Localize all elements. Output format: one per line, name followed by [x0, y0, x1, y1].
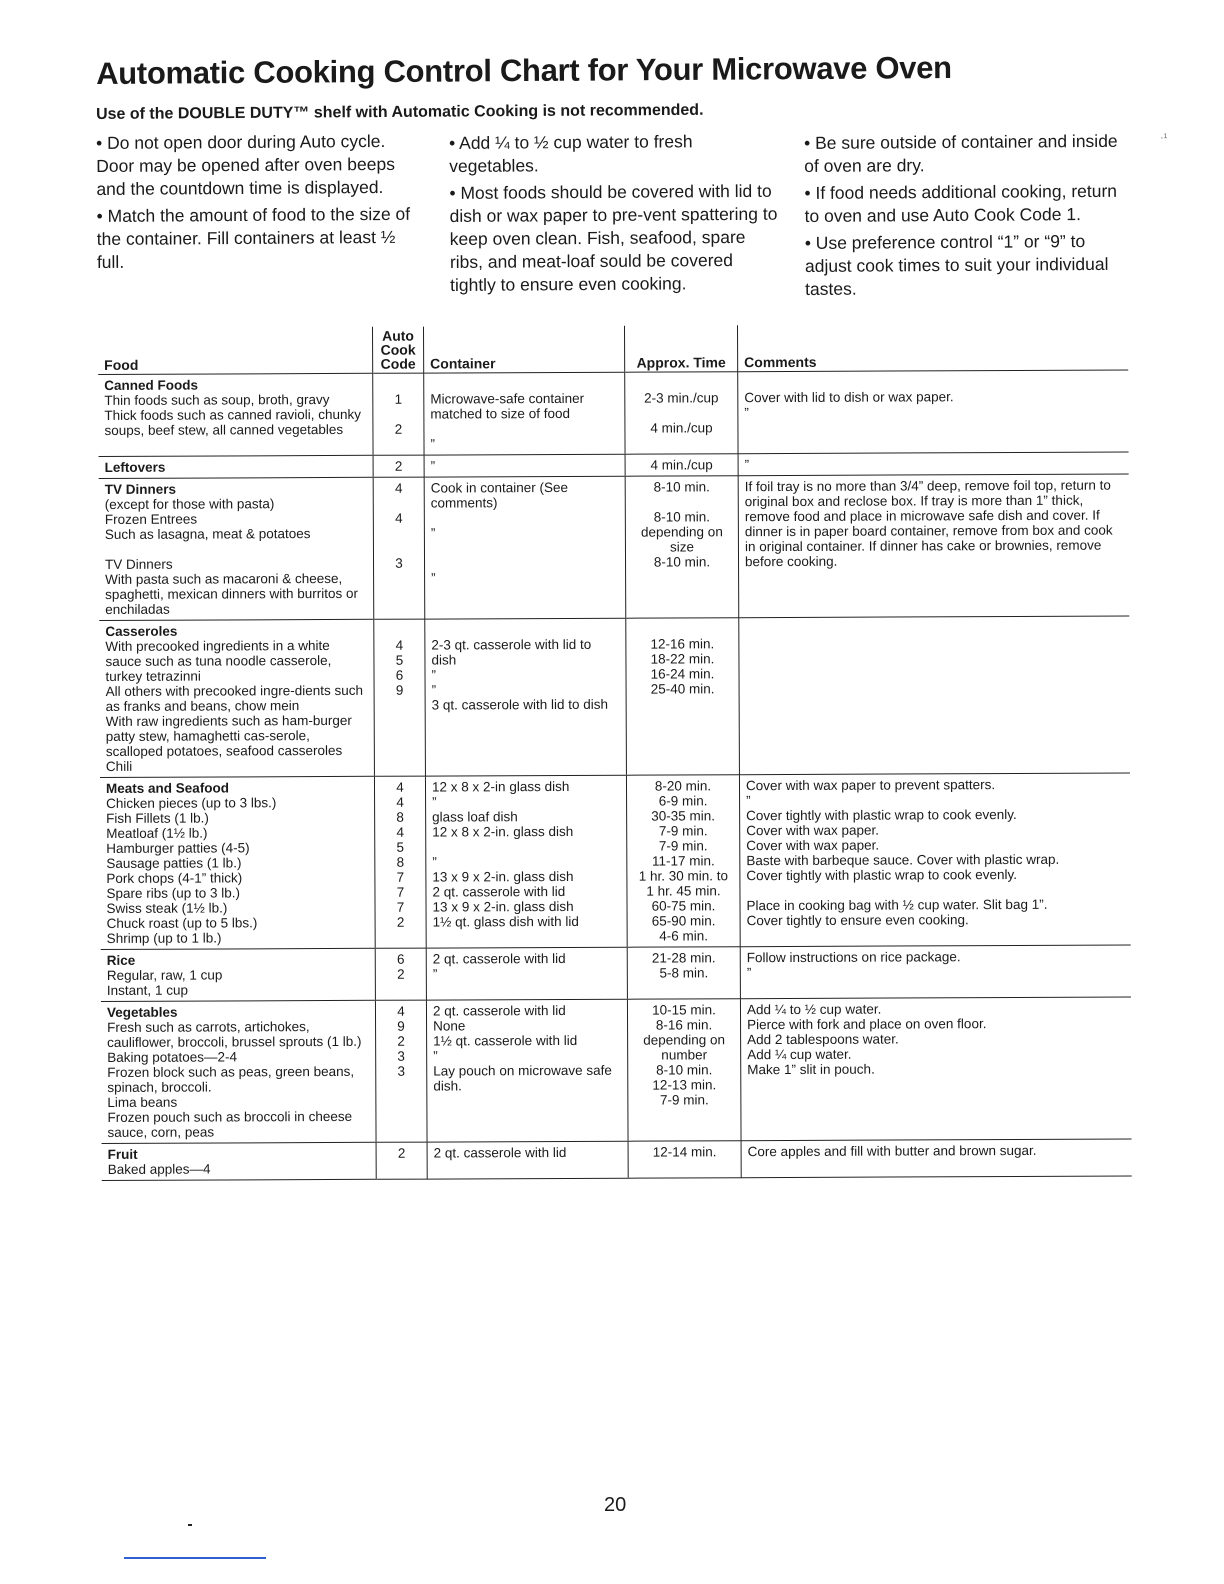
approx-time-cell	[625, 372, 738, 454]
auto-cook-code-cell	[374, 776, 426, 948]
cell-line: Cover tightly with plastic wrap to cook evenly.	[746, 866, 1018, 884]
cell-line: Such as lasagna, meat & potatoes	[104, 526, 311, 542]
cell-line: 4-6 min.	[659, 928, 709, 944]
table-row	[99, 474, 1130, 620]
cell-line: 6	[395, 667, 404, 683]
approx-time-cell	[627, 947, 740, 999]
approx-time-cell	[626, 618, 740, 775]
approx-time-cell	[627, 999, 741, 1141]
cell-line: 7	[396, 869, 405, 885]
auto-cook-code-cell	[373, 373, 424, 455]
cell-line: 7-9 min.	[659, 1092, 709, 1108]
cell-line: Cover tightly with plastic wrap to cook evenly.	[746, 806, 1017, 824]
footer-rule	[124, 1557, 266, 1559]
cell-line: (except for those with pasta)	[104, 496, 275, 512]
cell-line	[744, 374, 1122, 391]
cell-line: 7-9 min.	[658, 838, 708, 854]
cell-line	[380, 526, 418, 541]
cell-line	[632, 621, 732, 636]
cell-line: 21-28 min.	[651, 950, 716, 966]
cell-line: 1½ qt. glass dish with lid	[432, 913, 579, 930]
cell-line: 7	[396, 899, 405, 915]
cell-line: 2 qt. casserole with lid	[432, 883, 566, 900]
auto-cook-code-cell	[373, 455, 424, 477]
cell-line: 4 min./cup	[650, 457, 713, 473]
cell-line: 5	[396, 839, 405, 855]
food-cell	[100, 776, 375, 949]
cell-line	[746, 882, 1124, 899]
cell-line: 4 min./cup	[650, 420, 713, 436]
cell-line: TV Dinners	[104, 556, 173, 572]
cell-line: ”	[431, 682, 437, 698]
comments-cell	[738, 452, 1129, 476]
cell-line: Place in cooking bag with ½ cup water. Slit bag 1”.	[746, 896, 1048, 914]
table-header-row	[98, 324, 1128, 375]
cell-line: Sausage patties (1 lb.)	[106, 855, 242, 871]
cell-line: Cover with wax paper.	[746, 837, 880, 854]
approx-time-cell	[628, 1141, 741, 1178]
cell-line: 8-10 min. depending on size	[640, 509, 723, 555]
cell-line: Spare ribs (up to 3 lb.)	[106, 885, 241, 901]
food-cell	[98, 373, 373, 456]
container-cell	[424, 476, 626, 619]
header-comments: Comments	[737, 324, 1128, 372]
cell-line: Microwave-safe container matched to size of food	[430, 390, 585, 422]
cell-line: 6	[396, 951, 405, 967]
header-approx-time: Approx. Time	[624, 325, 737, 372]
cell-line: 9	[395, 682, 404, 698]
table-row	[101, 997, 1132, 1143]
container-cell	[426, 947, 627, 1000]
cell-line	[631, 405, 731, 420]
cell-line: ”	[746, 965, 752, 981]
cell-line: ”	[430, 525, 436, 541]
cell-line: With raw ingredients such as ham-burger patty stew, hamaghetti cas-serole, scalloped potatoes, seafood casseroles	[105, 712, 352, 759]
comments-cell	[740, 945, 1131, 999]
cell-line	[431, 622, 619, 638]
approx-time-cell	[625, 454, 738, 476]
cell-line: Instant, 1 cup	[106, 982, 188, 998]
cell-line: Cover with wax paper.	[746, 822, 880, 839]
cell-line	[431, 555, 619, 571]
cell-line: Cover tightly to ensure even cooking.	[746, 912, 969, 929]
intro-bullet: • Use preference control “1” or “9” to adjust cook times to suit your individual tastes.	[804, 231, 1109, 299]
cell-line	[105, 541, 367, 557]
container-cell	[425, 618, 627, 776]
cell-line: Fresh such as carrots, artichokes, cauliflower, broccoli, brussel sprouts (1 lb.)	[107, 1019, 362, 1050]
intro-bullet: • Most foods should be covered with lid to dish or wax paper to pre-vent spattering to keep oven clean. Fish, seafood, spare ribs, and meat-loaf sould be covered tightly to ensure even cooking.	[449, 180, 778, 295]
intro-bullet: • Be sure outside of container and inside of oven are dry.	[804, 130, 1118, 176]
cell-line: Shrimp (up to 1 lb.)	[106, 930, 222, 946]
cell-line: 2-3 min./cup	[644, 390, 719, 406]
cell-line: Cover with wax paper to prevent spatters.	[745, 777, 996, 794]
cell-line: 8-10 min.	[653, 479, 710, 495]
cell-line: 2-3 qt. casserole with lid to dish	[431, 636, 592, 668]
header-food: Food	[98, 327, 373, 375]
cell-line: Chuck roast (up to 5 lbs.)	[106, 915, 258, 931]
cell-line: 2 qt. casserole with lid	[432, 950, 566, 967]
cell-line: 4	[396, 824, 404, 840]
cell-line: 4	[395, 510, 403, 526]
cell-line: Core apples and fill with butter and brown sugar.	[747, 1142, 1037, 1160]
auto-cook-code-cell	[375, 1000, 427, 1142]
cell-line	[430, 421, 618, 437]
cell-line: Swiss steak (1½ lb.)	[106, 900, 228, 916]
category-label: Meats and Seafood	[105, 780, 230, 796]
cell-line: Meatloaf (1½ lb.)	[106, 825, 208, 841]
approx-time-cell	[626, 775, 740, 947]
cell-line: 11-17 min.	[651, 853, 715, 869]
cell-line: 1½ qt. casserole with lid	[433, 1032, 578, 1049]
cell-line: Pierce with fork and place on oven floor.	[747, 1016, 987, 1033]
cell-line: 2	[394, 421, 403, 437]
approx-time-cell	[625, 476, 739, 618]
food-cell	[101, 1000, 376, 1143]
table-row	[99, 616, 1130, 777]
cell-line: 12-16 min.	[650, 636, 715, 652]
stray-mark: ·¹	[1160, 132, 1168, 144]
intro-bullet: • Match the amount of food to the size of the container. Fill containers at least ½ full.	[96, 203, 411, 272]
cell-line	[379, 407, 417, 422]
cell-line: 10-15 min.	[652, 1002, 716, 1018]
cell-line: ”	[432, 966, 438, 982]
table-row	[101, 945, 1131, 1001]
container-cell	[427, 1141, 628, 1179]
auto-cook-code-cell	[375, 948, 426, 1000]
cell-line	[744, 419, 1122, 436]
category-label: Casseroles	[105, 623, 178, 639]
cell-line: ”	[744, 457, 750, 473]
category-label: Rice	[106, 952, 136, 968]
cell-line: Add ¼ cup water.	[747, 1046, 852, 1063]
comments-cell	[740, 997, 1131, 1141]
cell-line: 8-10 min.	[656, 1062, 713, 1078]
table-body	[98, 370, 1132, 1180]
cell-line: ”	[430, 436, 436, 452]
cell-line: ”	[433, 1048, 438, 1064]
cell-line: 2 qt. casserole with lid	[432, 1002, 566, 1019]
cell-line: 2	[397, 966, 405, 982]
cell-line: Frozen block such as peas, green beans, spinach, broccoli.	[107, 1063, 355, 1095]
cell-line: 2 qt. casserole with lid	[433, 1144, 567, 1161]
intro-bullet: • Add ¼ to ½ cup water to fresh vegetables.	[449, 131, 693, 176]
cell-line: Cover with lid to dish or wax paper.	[744, 389, 954, 406]
cell-line: 8-20 min.	[654, 778, 712, 794]
intro-column-3	[804, 130, 1125, 305]
cell-line: ”	[432, 854, 437, 870]
cell-line: 7-9 min.	[658, 823, 708, 839]
comments-cell	[741, 1139, 1132, 1178]
cell-line: Lay pouch on microwave safe dish.	[433, 1062, 612, 1094]
cell-line: 2	[397, 1145, 406, 1161]
cell-line: ”	[432, 794, 437, 810]
cell-line: Frozen pouch such as broccoli in cheese sauce, corn, peas	[107, 1108, 353, 1140]
comments-cell	[739, 616, 1130, 775]
intro-bullet: • Do not open door during Auto cycle. Door may be opened after oven beeps and the countdown time is displayed.	[96, 130, 395, 199]
cell-line	[631, 375, 731, 390]
food-cell	[101, 948, 376, 1001]
cell-line	[380, 541, 418, 556]
cell-line	[432, 839, 620, 855]
cell-line: Chicken pieces (up to 3 lbs.)	[106, 795, 277, 811]
page-number: 20	[604, 1494, 627, 1516]
cell-line: 1	[394, 391, 403, 407]
cell-line	[380, 623, 418, 638]
cell-line: 3 qt. casserole with lid to dish	[431, 696, 609, 713]
cell-line	[430, 376, 618, 392]
cell-line: 3	[395, 555, 403, 571]
cell-line: 12-14 min.	[652, 1144, 717, 1160]
cell-line: 4	[397, 1003, 405, 1019]
cell-line: Make 1” slit in pouch.	[747, 1061, 875, 1078]
cell-line: 7	[396, 884, 405, 900]
category-label: Vegetables	[106, 1004, 178, 1020]
auto-cook-code-cell	[376, 1142, 427, 1179]
intro-column-2	[449, 130, 780, 301]
cell-line: Chili	[105, 758, 133, 774]
cell-line: Lima beans	[107, 1094, 178, 1110]
auto-cook-code-cell	[374, 619, 426, 776]
cell-line: Regular, raw, 1 cup	[106, 967, 223, 983]
page-title: Automatic Cooking Control Chart for Your Microwave Oven	[96, 50, 952, 91]
cell-line: 3	[397, 1048, 405, 1064]
table-row	[102, 1139, 1132, 1180]
cell-line: 13 x 9 x 2-in. glass dish	[432, 868, 574, 885]
food-cell	[99, 619, 374, 777]
cell-line: 2	[396, 914, 405, 930]
cell-line	[380, 496, 418, 511]
cell-line: 8-10 min.	[653, 554, 711, 570]
cell-line: If foil tray is no more than 3/4” deep, remove foil top, return to original box and reclose box. If tray is more than 1” thick, remove food and place in microwave safe dish and cover. If dinner is in paper board container, remove from box and cook in original container. If dinner has cake or brownies, remove before cooking.	[744, 477, 1113, 570]
cell-line: 2	[397, 1033, 405, 1049]
cell-line: 4	[394, 480, 403, 496]
cell-line: Thin foods such as soup, broth, gravy	[104, 391, 330, 408]
cell-line: 18-22 min.	[650, 651, 715, 667]
container-cell	[426, 999, 628, 1142]
cell-line: Fish Fillets (1 lb.)	[106, 810, 209, 826]
cell-line: glass loaf dish	[432, 809, 518, 825]
category-label: Canned Foods	[104, 377, 199, 393]
stray-mark	[188, 1524, 192, 1526]
cell-line: 30-35 min.	[651, 808, 716, 824]
cell-line: 8	[396, 809, 404, 825]
cell-line: 9	[397, 1018, 405, 1034]
cell-line: 12-13 min.	[652, 1077, 717, 1093]
cell-line	[379, 377, 417, 392]
cell-line: Pork chops (4-1” thick)	[106, 870, 243, 886]
category-label: TV Dinners	[104, 481, 177, 497]
cell-line: ”	[746, 793, 751, 809]
container-cell	[424, 454, 625, 477]
cell-line: 6-9 min.	[658, 793, 708, 809]
cell-line	[431, 540, 619, 556]
cell-line: 8	[396, 854, 405, 870]
cell-line: 25-40 min.	[650, 681, 715, 697]
cell-line: 12 x 8 x 2-in. glass dish	[432, 823, 574, 840]
comments-cell	[739, 773, 1130, 947]
table-row	[100, 773, 1131, 949]
cell-line: Hamburger patties (4-5)	[106, 840, 250, 856]
page-subtitle: Use of the DOUBLE DUTY™ shelf with Automatic Cooking is not recommended.	[96, 101, 704, 123]
cell-line: Follow instructions on rice package.	[746, 949, 961, 966]
cell-line: 5-8 min.	[659, 965, 709, 981]
cell-line: Cook in container (See comments)	[430, 479, 569, 511]
cell-line: 60-75 min.	[651, 898, 716, 914]
cell-line: Add 2 tablespoons water.	[747, 1031, 899, 1048]
category-label: Leftovers	[104, 459, 166, 475]
cell-line: With pasta such as macaroni & cheese, spaghetti, mexican dinners with burritos or enchiladas	[105, 570, 359, 617]
cell-line: 5	[395, 652, 404, 668]
intro-column-1	[96, 130, 427, 278]
intro-bullet: • If food needs additional cooking, return to oven and use Auto Cook Code 1.	[804, 180, 1118, 226]
cell-line: 4	[396, 794, 404, 810]
cell-line: With precooked ingredients in a white sauce such as tuna noodle casserole, turkey tetrazinni	[105, 637, 332, 684]
cell-line: ”	[744, 405, 749, 421]
food-cell	[99, 455, 374, 478]
cell-line: 4	[396, 779, 404, 795]
cell-line: ”	[430, 458, 436, 474]
cell-line: 8-16 min. depending on number	[643, 1017, 726, 1063]
cell-line: 1 hr. 30 min. to 1 hr. 45 min.	[638, 868, 729, 899]
cell-line: 16-24 min.	[650, 666, 715, 682]
cell-line: Baking potatoes—2-4	[107, 1049, 238, 1065]
cell-line: ”	[431, 570, 436, 586]
header-auto-cook-code: Auto Cook Code	[372, 327, 423, 374]
cell-line: 12 x 8 x 2-in glass dish	[431, 778, 570, 795]
cell-line: 3	[397, 1063, 406, 1079]
cell-line: 13 x 9 x 2-in. glass dish	[432, 898, 574, 915]
category-label: Fruit	[107, 1146, 138, 1162]
cell-line	[431, 510, 619, 526]
cooking-chart-table	[98, 324, 1132, 1181]
cell-line: Thick foods such as canned ravioli, chunky soups, beef stew, all canned vegetables	[104, 406, 362, 438]
cell-line: None	[433, 1018, 466, 1034]
cell-line: 4	[395, 637, 404, 653]
cell-line: Frozen Entrees	[104, 511, 198, 527]
cell-line: Baked apples—4	[107, 1161, 211, 1177]
table-row	[98, 370, 1128, 456]
cell-line: ”	[431, 667, 437, 683]
cell-line: 2	[394, 458, 403, 474]
cell-line: Add ¼ to ½ cup water.	[746, 1001, 882, 1018]
header-container: Container	[423, 326, 624, 373]
food-cell	[102, 1142, 377, 1180]
cell-line: 65-90 min.	[651, 913, 716, 929]
food-cell	[99, 477, 374, 620]
auto-cook-code-cell	[373, 477, 425, 619]
cell-line: Baste with barbeque sauce. Cover with plastic wrap.	[746, 851, 1060, 869]
container-cell	[424, 372, 625, 455]
cell-line: All others with precooked ingre-dients such as franks and beans, chow mein	[105, 682, 364, 714]
cell-line	[632, 494, 732, 509]
comments-cell	[738, 474, 1129, 618]
comments-cell	[738, 370, 1129, 454]
container-cell	[425, 775, 627, 948]
